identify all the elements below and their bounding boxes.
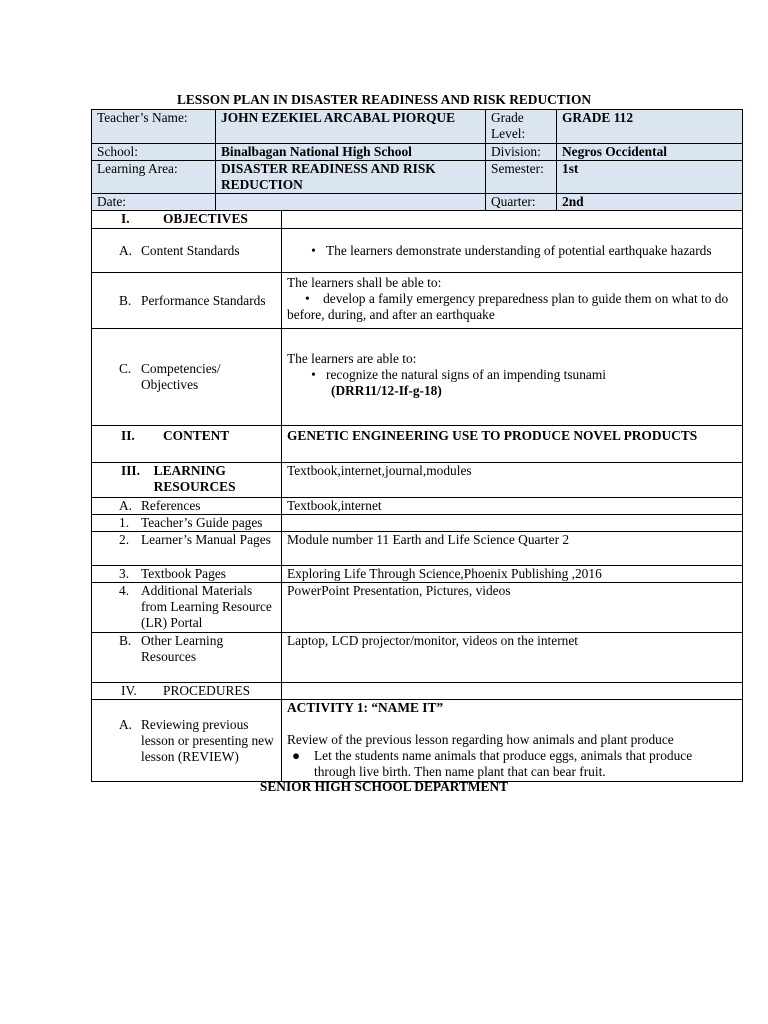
additional-materials-value: PowerPoint Presentation, Pictures, videos <box>282 583 743 633</box>
item-number: A. <box>119 498 133 513</box>
item-label: Other Learning Resources <box>141 633 224 664</box>
objectives-row <box>92 211 743 229</box>
learning-area-label: Learning Area: <box>92 161 216 194</box>
learning-resources-row <box>92 463 743 498</box>
item-number: C. <box>119 361 132 376</box>
content-heading <box>97 428 276 444</box>
performance-intro: The learners shall be able to: <box>287 275 442 290</box>
teachers-guide-row <box>92 515 743 532</box>
content-standards-label <box>97 243 276 259</box>
header-table <box>91 109 743 211</box>
lesson-plan-table <box>91 210 743 782</box>
quarter-value: 2nd <box>557 194 743 211</box>
bullet-text: The learners demonstrate understanding of potential earthquake hazards <box>326 242 712 258</box>
item-number: A. <box>119 716 133 732</box>
activity-title: ACTIVITY 1: “NAME IT” <box>287 700 444 715</box>
competencies-bullet <box>287 367 737 383</box>
teacher-name-value: JOHN EZEKIEL ARCABAL PIORQUE <box>216 110 486 144</box>
review-bullet <box>287 748 737 780</box>
section-label: LEARNING RESOURCES <box>153 463 236 494</box>
teachers-guide-value <box>282 515 743 532</box>
performance-bullet <box>287 291 737 323</box>
bullet-text: Let the students name animals that produce eggs, animals that produce through live birth. Then name plant that can bear fruit. <box>314 748 693 779</box>
review-text: Review of the previous lesson regarding how animals and plant produce <box>287 732 674 747</box>
content-row <box>92 426 743 463</box>
item-label: Reviewing previous lesson or presenting new lesson (REVIEW) <box>141 716 274 764</box>
bullet-text: recognize the natural signs of an impending tsunami <box>326 367 607 382</box>
additional-materials-row <box>92 583 743 633</box>
grade-level-value: GRADE 112 <box>557 110 743 144</box>
performance-standards-label <box>97 293 276 309</box>
item-number: B. <box>119 292 132 308</box>
item-label: Content Standards <box>141 242 240 258</box>
item-number: 3. <box>119 566 130 581</box>
learning-resources-value: Textbook,internet,journal,modules <box>282 463 743 498</box>
learning-area-value: DISASTER READINESS AND RISK REDUCTION <box>216 161 486 194</box>
competencies-row <box>92 329 743 426</box>
bullet-icon: ● <box>292 748 301 763</box>
item-label: Additional Materials from Learning Resource (LR) Portal <box>141 583 272 630</box>
learning-resources-heading <box>97 463 276 495</box>
semester-label: Semester: <box>486 161 557 194</box>
grade-level-label: Grade Level: <box>486 110 557 144</box>
date-label: Date: <box>92 194 216 211</box>
item-label: Teacher’s Guide pages <box>141 515 263 530</box>
item-number: A. <box>119 242 133 258</box>
review-label <box>97 717 276 765</box>
additional-materials-label <box>97 583 276 631</box>
teacher-name-label: Teacher’s Name: <box>92 110 216 144</box>
date-value <box>216 194 486 211</box>
item-number: 1. <box>119 515 130 530</box>
learners-manual-row <box>92 532 743 566</box>
content-standards-row <box>92 229 743 273</box>
textbook-pages-value: Exploring Life Through Science,Phoenix Publishing ,2016 <box>282 566 743 583</box>
section-number: IV. <box>121 683 137 698</box>
references-value: Textbook,internet <box>282 498 743 515</box>
textbook-pages-row <box>92 566 743 583</box>
semester-value: 1st <box>557 161 743 194</box>
quarter-label: Quarter: <box>486 194 557 211</box>
item-number: 2. <box>119 532 130 547</box>
item-label: Competencies/ Objectives <box>141 361 221 392</box>
section-number: II. <box>121 428 135 443</box>
division-value: Negros Occidental <box>557 144 743 161</box>
bullet-icon: • <box>311 367 316 382</box>
section-label: CONTENT <box>163 428 230 443</box>
item-label: Textbook Pages <box>141 566 226 581</box>
section-number: I. <box>121 211 130 226</box>
division-label: Division: <box>486 144 557 161</box>
procedures-row <box>92 683 743 700</box>
other-resources-row <box>92 633 743 683</box>
references-label <box>97 498 276 514</box>
references-row <box>92 498 743 515</box>
objectives-heading <box>97 211 276 227</box>
procedures-heading <box>97 683 276 699</box>
content-standards-bullet <box>287 243 737 259</box>
teachers-guide-label <box>97 515 276 531</box>
other-resources-label <box>97 633 276 665</box>
section-label: OBJECTIVES <box>163 211 248 226</box>
bullet-icon: • <box>305 291 324 306</box>
textbook-pages-label <box>97 566 276 582</box>
review-row <box>92 700 743 782</box>
item-label: Performance Standards <box>141 292 266 308</box>
school-label: School: <box>92 144 216 161</box>
learners-manual-label <box>97 532 276 548</box>
section-label: PROCEDURES <box>163 683 251 698</box>
competency-code: (DRR11/12-If-g-18) <box>331 383 442 398</box>
performance-standards-row <box>92 273 743 329</box>
competencies-intro: The learners are able to: <box>287 351 417 366</box>
section-number: III. <box>121 463 140 478</box>
learners-manual-value: Module number 11 Earth and Life Science Quarter 2 <box>282 532 743 566</box>
item-number: B. <box>119 633 132 648</box>
bullet-icon: • <box>311 242 316 258</box>
other-resources-value: Laptop, LCD projector/monitor, videos on the internet <box>282 633 743 683</box>
competencies-label <box>97 361 276 393</box>
school-value: Binalbagan National High School <box>216 144 486 161</box>
bullet-text: develop a family emergency preparedness plan to guide them on what to do before, during, and after an earthquake <box>287 291 729 322</box>
content-value: GENETIC ENGINEERING USE TO PRODUCE NOVEL PRODUCTS <box>282 426 743 463</box>
document-title: LESSON PLAN IN DISASTER READINESS AND RISK REDUCTION <box>176 92 592 107</box>
item-number: 4. <box>119 583 130 598</box>
item-label: References <box>141 498 201 513</box>
item-label: Learner’s Manual Pages <box>141 532 271 547</box>
footer-department: SENIOR HIGH SCHOOL DEPARTMENT <box>259 779 509 794</box>
